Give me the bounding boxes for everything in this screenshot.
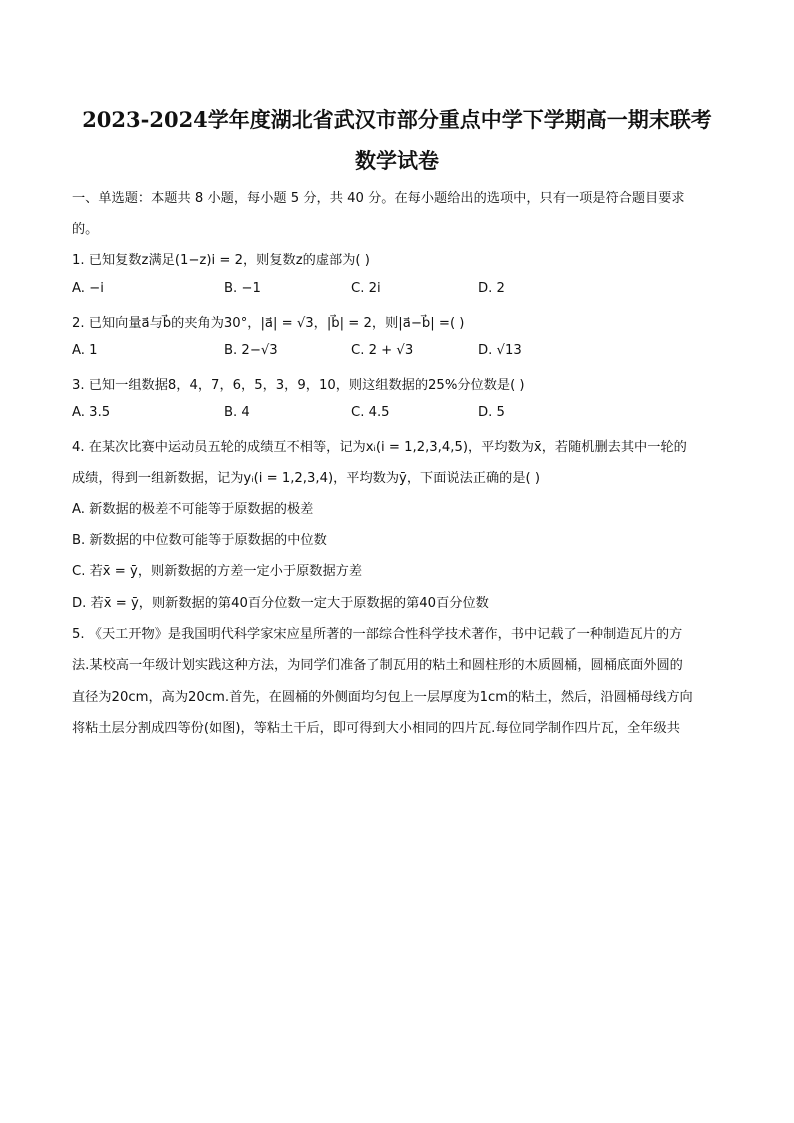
question-1-option-c: C. 2i [351,281,381,296]
question-3-stem: 3. 已知一组数据8，4，7，6，5，3，9，10，则这组数据的25%分位数是( ) [72,378,525,393]
question-4-option-c: C. 若x̄ = ȳ，则新数据的方差一定小于原数据方差 [72,564,363,579]
question-3-option-b: B. 4 [224,405,250,420]
question-2-option-c: C. 2 + √3 [351,343,414,358]
question-4-option-d: D. 若x̄ = ȳ，则新数据的第40百分位数一定大于原数据的第40百分位数 [72,596,489,611]
exam-title: 2023-2024学年度湖北省武汉市部分重点中学下学期高一期末联考 [82,107,712,132]
question-3-option-a: A. 3.5 [72,405,111,420]
question-1-option-a: A. −i [72,281,104,296]
section-header-cont: 的。 [72,222,99,237]
question-2-stem: 2. 已知向量a⃗与b⃗的夹角为30°，|a⃗| = √3，|b⃗| = 2，则|a⃗−b⃗| =( ) [72,316,465,331]
question-2-option-d: D. √13 [478,343,522,358]
question-4-option-a: A. 新数据的极差不可能等于原数据的极差 [72,502,314,517]
question-5-stem-cont-2: 直径为20cm，高为20cm.首先，在圆桶的外侧面均匀包上一层厚度为1cm的粘土，然后，沿圆桶母线方向 [72,690,693,705]
question-4-stem: 4. 在某次比赛中运动员五轮的成绩互不相等，记为xᵢ(i = 1,2,3,4,5)，平均数为x̄，若随机删去其中一轮的 [72,440,687,455]
section-header: 一、单选题：本题共 8 小题，每小题 5 分，共 40 分。在每小题给出的选项中，只有一项是符合题目要求 [72,191,685,206]
question-5-stem-cont-3: 将粘土层分割成四等份(如图)，等粘土干后，即可得到大小相同的四片瓦.每位同学制作四片瓦，全年级共 [72,721,680,736]
question-1-option-b: B. −1 [224,281,261,296]
question-3-option-c: C. 4.5 [351,405,390,420]
question-3-option-d: D. 5 [478,405,505,420]
question-5-stem-cont-1: 法.某校高一年级计划实践这种方法，为同学们准备了制瓦用的粘土和圆柱形的木质圆桶，圆桶底面外圆的 [72,658,683,673]
question-4-stem-cont: 成绩，得到一组新数据，记为yᵢ(i = 1,2,3,4)，平均数为ȳ，下面说法正确的是( ) [72,471,541,486]
question-2-option-b: B. 2−√3 [224,343,278,358]
exam-subtitle: 数学试卷 [355,148,439,173]
question-5-stem: 5. 《天工开物》是我国明代科学家宋应星所著的一部综合性科学技术著作，书中记载了一种制造瓦片的方 [72,627,683,642]
question-1-stem: 1. 已知复数z满足(1−z)i = 2，则复数z的虚部为( ) [72,253,370,268]
question-2-option-a: A. 1 [72,343,98,358]
question-1-option-d: D. 2 [478,281,505,296]
question-4-option-b: B. 新数据的中位数可能等于原数据的中位数 [72,533,327,548]
